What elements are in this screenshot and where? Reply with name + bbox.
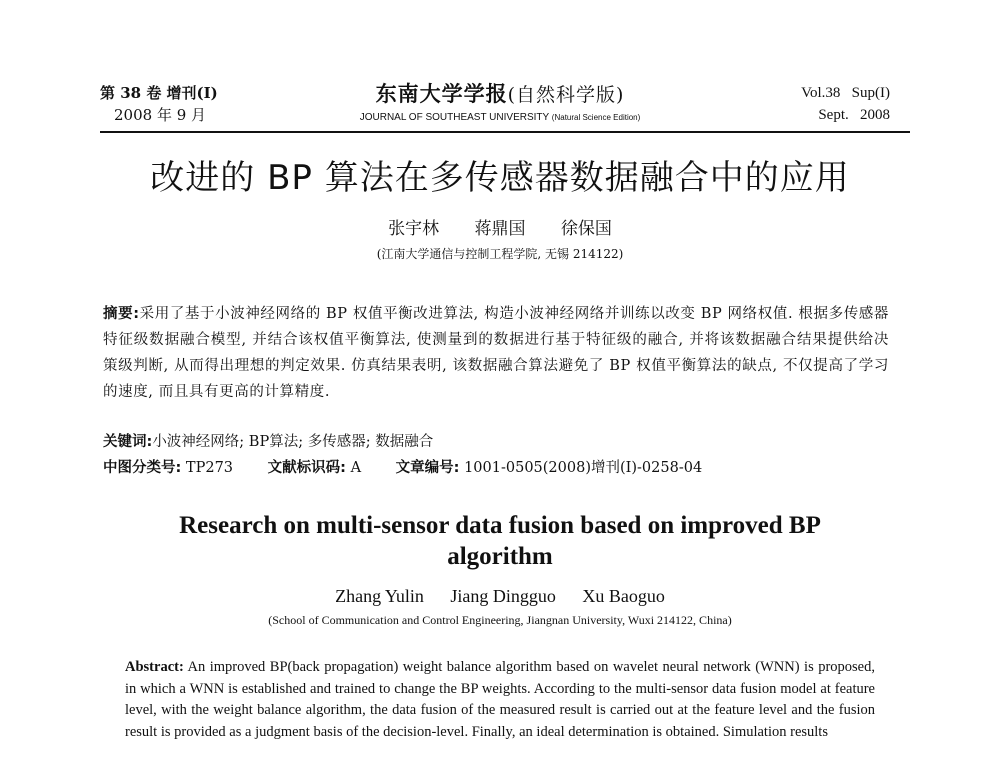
- header-volume-info: [100, 82, 218, 126]
- header-volume-info-en: [801, 82, 890, 126]
- journal-edition-cn: (自然科学版): [507, 84, 625, 106]
- clc-value: TP273: [185, 460, 234, 476]
- journal-name-cn-main: 东南大学学报: [375, 81, 508, 106]
- author-en: Jiang Dingguo: [450, 586, 556, 606]
- journal-name-en-main: JOURNAL OF SOUTHEAST UNIVERSITY: [359, 112, 550, 123]
- keywords-cn: [103, 432, 433, 452]
- article-id-label: 文章编号:: [395, 460, 460, 476]
- abstract-cn-label: 摘要:: [103, 306, 140, 322]
- abstract-cn-text: 采用了基于小波神经网络的 BP 权值平衡改进算法, 构造小波神经网络并训练以改变 BP 网络权值. 根据多传感器特征级数据融合模型, 并结合该权值平衡算法, 使测量到的数据进行基于特征级的融合, 并将该数据融合结果提供给决策级判断, 从而得出理想的判定效果. 仿真结果表明, 该数据融合算法避免了 BP 权值平衡算法的缺点, 不仅提高了学习的速度, 而且具有更高的计算精度.: [103, 306, 889, 400]
- paper-title-en: Research on multi-sensor data fusion based on improved BP algorithm: [179, 512, 821, 570]
- article-id-value: 1001-0505(2008)增刊(I)-0258-04: [464, 460, 703, 476]
- header-date: 2008 年 9 月: [114, 106, 207, 124]
- header-volume: 第 38 卷 增刊(I): [100, 84, 218, 102]
- authors-cn: [0, 214, 1000, 239]
- header-rule: [100, 131, 910, 133]
- header-date-en: Sept. 2008: [818, 107, 890, 123]
- classification-line: [103, 458, 702, 478]
- author-en: Zhang Yulin: [335, 586, 424, 606]
- affiliation-en: (School of Communication and Control Engineering, Jiangnan University, Wuxi 214122, China): [268, 613, 732, 627]
- keywords-cn-label: 关键词:: [103, 434, 153, 450]
- abstract-cn: [103, 301, 889, 405]
- journal-name-en: [300, 112, 700, 123]
- abstract-en-text: An improved BP(back propagation) weight balance algorithm based on wavelet neural network (WNN) is proposed, in which a WNN is established and trained to change the BP weights. According to the multi-sensor data fusion model at feature level, with the weight balance algorithm, the data fusion of the measured result is carried out at the feature level and the fusion result is provided as a judgment basis of the decision-level. Finally, an ideal determination is obtained. Simulation results: [125, 659, 875, 740]
- author-cn: 蒋鼎国: [474, 219, 526, 239]
- doc-code-label: 文献标识码:: [267, 460, 346, 476]
- journal-masthead: [300, 78, 700, 123]
- affiliation-cn: (江南大学通信与控制工程学院, 无锡 214122): [376, 247, 624, 261]
- paper-title-cn: 改进的 BP 算法在多传感器数据融合中的应用: [150, 158, 850, 198]
- author-en: Xu Baoguo: [582, 586, 665, 606]
- doc-code-value: A: [350, 460, 362, 476]
- clc-label: 中图分类号:: [103, 460, 182, 476]
- keywords-cn-text: 小波神经网络; BP算法; 多传感器; 数据融合: [152, 434, 434, 450]
- authors-en: [0, 586, 1000, 607]
- author-cn: 徐保国: [560, 219, 612, 239]
- header-volume-en: Vol.38 Sup(I): [801, 85, 890, 101]
- abstract-en: [125, 657, 875, 743]
- abstract-en-label: Abstract:: [125, 659, 184, 675]
- journal-name-cn: [300, 78, 700, 108]
- author-cn: 张宇林: [388, 219, 440, 239]
- journal-edition-en: (Natural Science Edition): [551, 113, 641, 122]
